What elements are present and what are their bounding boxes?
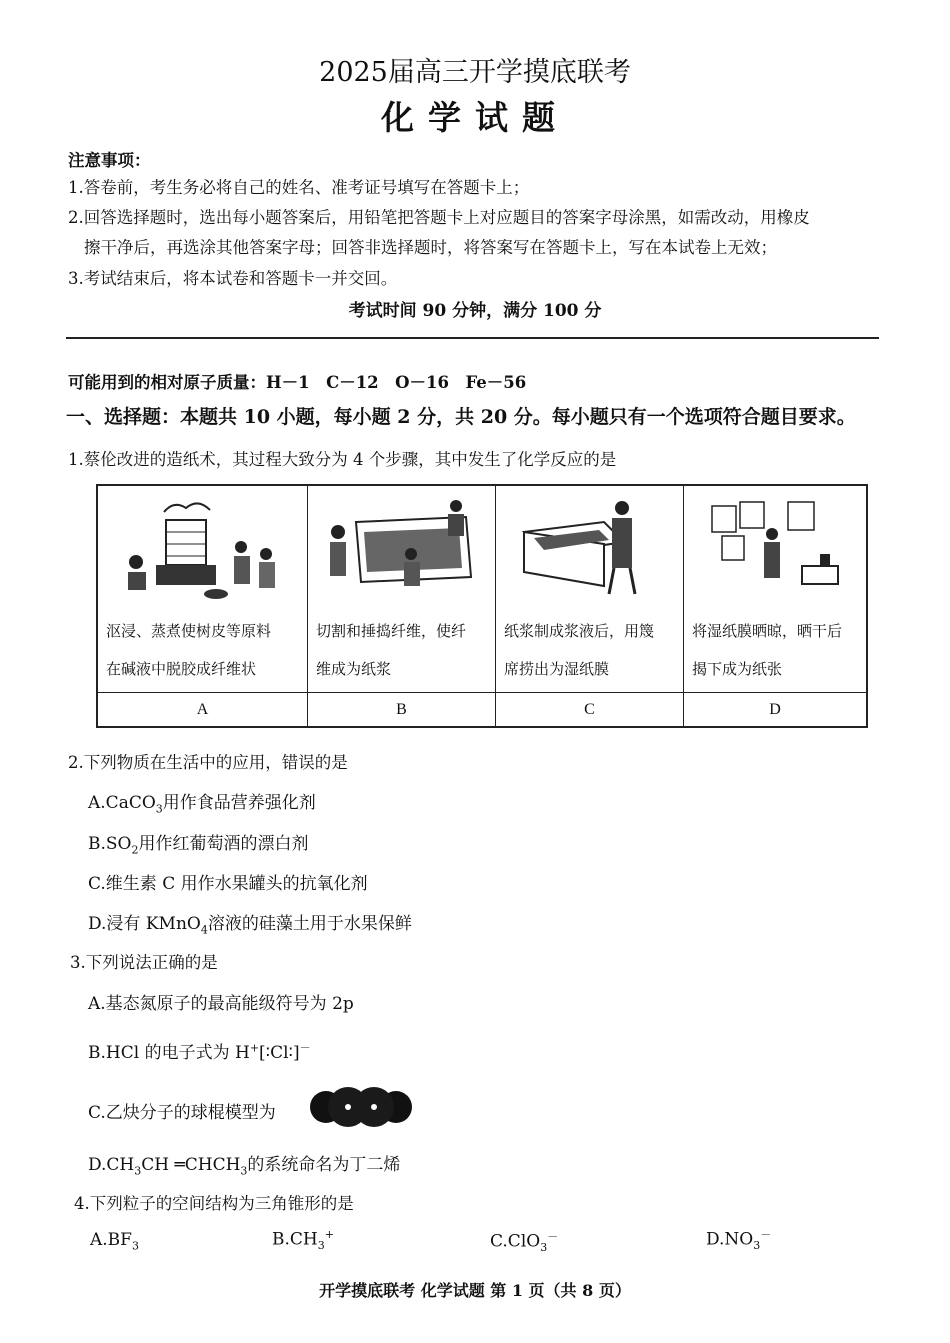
q4-option-d: $D.NO_3^-$ [706, 1228, 772, 1253]
notice-item-1: 1.答卷前，考生务必将自己的姓名、准考证号填写在答题卡上； [68, 178, 530, 197]
q3-option-c: C.乙炔分子的球棍模型为 [88, 1103, 276, 1123]
divider [66, 337, 879, 339]
q4-option-c: C.ClO$_3$－ [490, 1230, 559, 1255]
q1-caption-b: 切割和捶捣纤维，使纤 维成为纸浆 [316, 622, 467, 678]
q4-option-b: $B.CH_3^+$ [272, 1228, 334, 1253]
q1-cell-d [684, 486, 866, 726]
q1-label-d: D [684, 692, 866, 727]
q1-label-b: B [308, 692, 495, 727]
atomic-mass: 可能用到的相对原子质量：H－1 C－12 O－16 Fe－56 [68, 373, 527, 392]
q2-option-a: A.CaCO$_3$用作食品营养强化剂 [88, 793, 316, 816]
q4-stem: 4.下列粒子的空间结构为三角锥形的是 [74, 1194, 354, 1213]
q1-caption-a: 沤浸、蒸煮使树皮等原料 在碱液中脱胶成纤维状 [106, 622, 272, 678]
q1-caption-c: 纸浆制成浆液后，用篾 席捞出为湿纸膜 [504, 622, 655, 678]
q1-label-c: C [496, 692, 683, 727]
subject-title: 化学试题 [381, 98, 569, 137]
pulp-screen-illustration [504, 492, 674, 602]
cutting-beating-illustration [316, 492, 486, 602]
notice-item-3: 3.考试结束后，将本试卷和答题卡一并交回。 [68, 269, 398, 288]
q1-table [96, 484, 868, 728]
q4-option-a: $A.BF_3$ [90, 1230, 139, 1253]
q3-option-d: $D.CH_3CH$ $═CHCH_3$的系统命名为丁二烯 [88, 1155, 401, 1178]
q3-stem: 3.下列说法正确的是 [70, 953, 218, 972]
q2-option-d: D.浸有 KMnO$_4$溶液的硅藻土用于水果保鲜 [88, 914, 412, 937]
q3-option-a: A.基态氮原子的最高能级符号为 2p [88, 994, 354, 1014]
page-footer: 开学摸底联考 化学试题 第 1 页（共 8 页） [319, 1281, 631, 1300]
drying-paper-illustration [692, 492, 858, 602]
q1-label-a: A [98, 692, 307, 727]
q1-caption-d: 将湿纸膜晒晾，晒干后 揭下成为纸张 [692, 622, 843, 678]
exam-time: 考试时间 90 分钟，满分 100 分 [348, 301, 602, 321]
notice-heading: 注意事项： [68, 151, 151, 170]
exam-title: 2025届高三开学摸底联考 [319, 57, 631, 88]
q3-option-b: B.HCl 的电子式为 H+[∶Cl∶]－ [88, 1041, 311, 1063]
section-1-heading: 一、选择题：本题共 10 小题，每小题 2 分，共 20 分。每小题只有一个选项符合题目要求。 [66, 406, 856, 428]
q2-option-b: $B.SO_2$用作红葡萄酒的漂白剂 [88, 834, 309, 857]
notice-item-2a: 2.回答选择题时，选出每小题答案后，用铅笔把答题卡上对应题目的答案字母涂黑，如需改动，用橡皮 [68, 208, 810, 227]
notice-item-2b: 擦干净后，再选涂其他答案字母；回答非选择题时，将答案写在答题卡上，写在本试卷上无效； [84, 238, 777, 257]
q2-stem: 2.下列物质在生活中的应用，错误的是 [68, 753, 348, 772]
q1-cell-b [308, 486, 496, 726]
q1-stem: 1.蔡伦改进的造纸术，其过程大致分为 4 个步骤，其中发生了化学反应的是 [68, 450, 617, 469]
q2-option-c: C.维生素 C 用作水果罐头的抗氧化剂 [88, 874, 368, 894]
soaking-steaming-illustration [106, 492, 296, 602]
acetylene-ball-stick-model-icon [308, 1085, 414, 1129]
q1-cell-a [98, 486, 308, 726]
q1-cell-c [496, 486, 684, 726]
